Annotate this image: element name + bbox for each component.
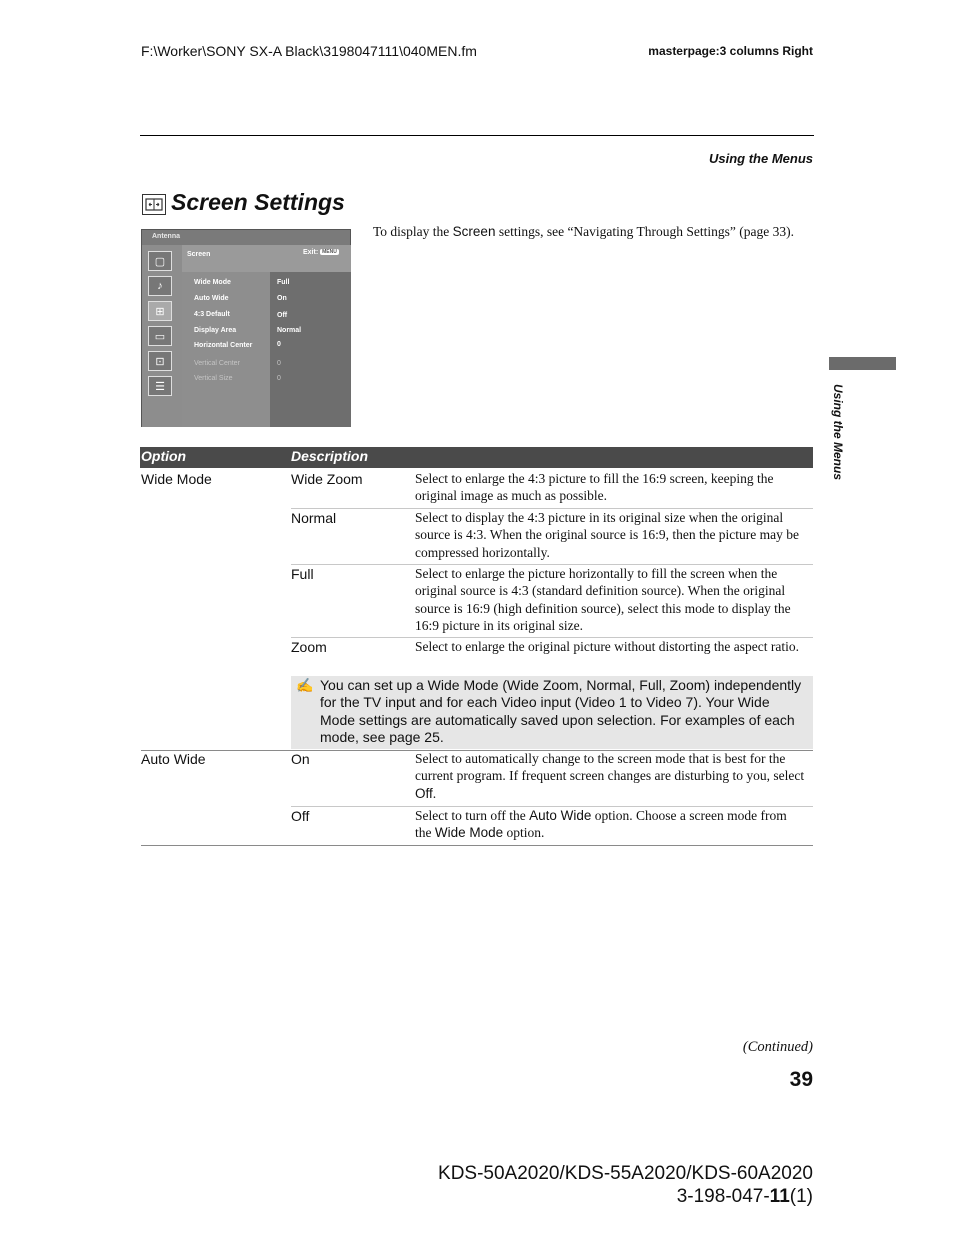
screen-settings-icon — [142, 194, 166, 215]
tv-menu-screenshot — [141, 229, 351, 427]
menu-item-label: Vertical Size — [194, 375, 233, 382]
option-auto-wide: Auto Wide — [141, 751, 206, 767]
value-full: Full — [291, 566, 314, 582]
menu-antenna-label: Antenna — [152, 233, 180, 240]
menu-item-label: Vertical Center — [194, 360, 240, 367]
value-normal: Normal — [291, 510, 337, 526]
side-tab-bar — [829, 357, 896, 370]
menu-item-label: Display Area — [194, 327, 237, 334]
channel-icon: ▭ — [148, 326, 172, 346]
menu-exit — [303, 249, 339, 256]
value-wide-zoom: Wide Zoom — [291, 471, 363, 487]
menu-screen-label: Screen — [187, 251, 211, 258]
code-prefix: 3-198-047- — [676, 1186, 770, 1207]
desc-off-wide-mode-term: Wide Mode — [434, 825, 504, 841]
model-line: KDS-50A2020/KDS-55A2020/KDS-60A2020 — [438, 1163, 813, 1184]
desc-wide-zoom: Select to enlarge the 4:3 picture to fill the 16:9 screen, keeping the original image as much as possible. — [415, 471, 774, 504]
option-wide-mode: Wide Mode — [141, 471, 212, 487]
desc-off-auto-wide-term: Auto Wide — [529, 808, 592, 823]
picture-icon: ▢ — [148, 251, 172, 271]
desc-on — [415, 750, 805, 802]
header-option: Option — [141, 448, 187, 464]
intro-pre: To display the — [373, 224, 453, 239]
file-path: F:\Worker\SONY SX-A Black\3198047111\040MEN.fm — [141, 43, 477, 59]
menu-item-label: 4:3 Default — [194, 311, 230, 318]
section-title: Using the Menus — [708, 151, 813, 166]
desc-full: Select to enlarge the picture horizontally to fill the screen when the original source is 4:3 (standard definition source). When the original source is 16:9 (high definition source), select this mode to display the 16:9 picture in its original size. — [415, 566, 791, 634]
menu-item-label: Auto Wide — [194, 295, 229, 302]
model-numbers — [438, 1162, 813, 1208]
document-code — [438, 1185, 813, 1208]
menu-item-value: On — [277, 295, 287, 302]
desc-zoom: Select to enlarge the original picture without distorting the aspect ratio. — [415, 639, 800, 654]
header-description: Description — [291, 448, 369, 464]
page-number: 39 — [789, 1068, 813, 1091]
masterpage-label: masterpage:3 columns Right — [648, 44, 813, 58]
menu-item-value: 0 — [277, 341, 281, 348]
code-suffix: (1) — [789, 1186, 813, 1207]
desc-off-text-2: option. Choose a screen mode from the — [415, 808, 787, 841]
menu-item-value: 0 — [277, 375, 281, 382]
menu-item-label: Wide Mode — [194, 279, 231, 286]
desc-off — [415, 807, 805, 842]
menu-item-value: Off — [277, 312, 288, 319]
intro-paragraph — [373, 224, 815, 240]
screen-icon: ⊞ — [148, 301, 172, 321]
menu-exit-label: Exit: — [303, 249, 319, 256]
desc-on-end: . — [432, 785, 437, 801]
top-rule — [140, 135, 814, 136]
menu-item-value: 0 — [277, 360, 281, 367]
code-bold: 11 — [769, 1186, 790, 1207]
menu-item-value: Full — [277, 279, 290, 286]
table-header — [140, 447, 813, 468]
desc-on-text: Select to automatically change to the screen mode that is best for the current program. If frequent screen changes are disturbing to you, select — [415, 751, 805, 784]
desc-off-text-3: option. — [503, 825, 545, 841]
desc-normal: Select to display the 4:3 picture in its original size when the original source is 4:3. When the original source is 16:9, then the picture may be compressed horizontally. — [415, 510, 800, 560]
sound-icon: ♪ — [148, 276, 172, 296]
value-zoom: Zoom — [291, 639, 327, 655]
value-off: Off — [291, 808, 310, 824]
intro-post: settings, see “Navigating Through Settings” (page 33). — [495, 224, 795, 239]
continued-label: (Continued) — [742, 1039, 813, 1055]
desc-off-text-1: Select to turn off the — [415, 808, 530, 823]
desc-on-off-term: Off — [415, 785, 433, 801]
intro-screen: Screen — [452, 224, 496, 239]
note-text: You can set up a Wide Mode (Wide Zoom, Normal, Full, Zoom) independently for the TV input and for each Video input (Video 1 to Video 7). Your Wide Mode settings are automatically saved upon selection. For examples of each mode, see page 25. — [320, 677, 802, 746]
menu-button-icon: MENU — [322, 249, 337, 256]
value-on: On — [291, 751, 310, 767]
menu-item-value: Normal — [277, 327, 302, 334]
side-tab-label: Using the Menus — [831, 384, 845, 481]
menu-item-label: Horizontal Center — [194, 342, 253, 349]
setup-icon: ☰ — [148, 376, 172, 396]
parental-lock-icon: ⊡ — [148, 351, 172, 371]
page-heading: Screen Settings — [171, 189, 345, 215]
table-bottom-rule — [141, 845, 813, 846]
note-pencil-icon: ✍ — [296, 677, 314, 693]
